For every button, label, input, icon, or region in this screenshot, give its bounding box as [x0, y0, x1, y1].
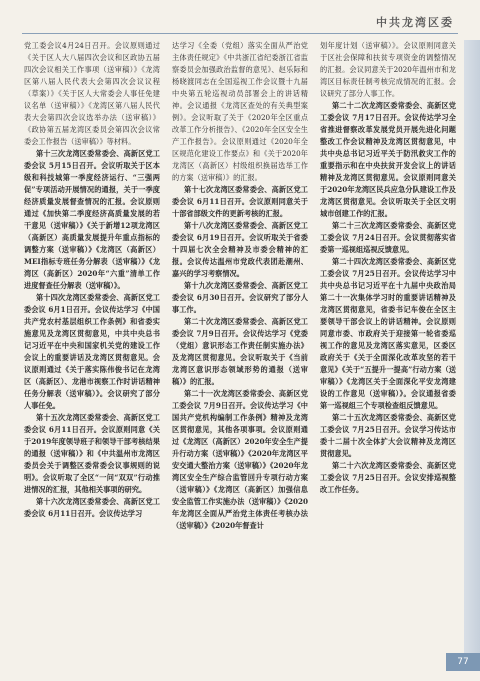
column-3 [320, 40, 456, 660]
meeting-paragraph: 第二十三次龙湾区委常委会、高新区党工委会议 7月24日召开。会议贯彻落实省委第一巡视组巡视反馈意见。 [320, 221, 456, 254]
meeting-paragraph: 第十五次龙湾区委常委会、高新区党工委会议 6月11日召开。会议原则同意《关于2019年度领导班子和领导干部考核结果的通报（送审稿）》和《中共温州市龙湾区委员会关于调整区委常委会议事规则的说明》。会议听取了全区“一问“双双”行动推进情况的汇报，其他相关事项的研究。 [24, 413, 160, 494]
meeting-paragraph: 第十四次龙湾区委常委会、高新区党工委会议 6月1日召开。会议传达学习《中国共产党农村基层组织工作条例》和省委实施意见及龙湾区贯彻意见，中共中央总书记习近平在中央和国家机关党的建设工作会议上的重要讲话及龙湾区贯彻意见。会议原则通过《关于落实陈伟俊书记在龙湾区（高新区）、龙港市视察工作时讲话精神任务分解表（送审稿）》。会议研究了部分人事任免。 [24, 293, 160, 410]
meeting-paragraph: 第二十五次龙湾区委常委会、高新区党工委会议 7月25日召开。会议学习传达市委十二届十次全体扩大会议精神及龙湾区贯彻意见。 [320, 413, 456, 458]
body-paragraph: 划年度计划（送审稿）》。会议原则同意关于区社会保障和扶贫专项资金的调整情况的汇报。会议同意关于2020年温州市和龙湾区目标责任制考核完成情况的汇报。会议研究了部分人事工作。 [320, 41, 456, 98]
meeting-paragraph: 第十六次龙湾区委常委会、高新区党工委会议 6月11日召开。会议传达学习 [24, 497, 160, 518]
meeting-paragraph: 第十八次龙湾区委常委会、高新区党工委会议 6月19日召开。会议听取关于省委十四届七次全会精神及市委会精神的汇报。会议传达温州市党政代表团赴潮州、嘉兴的学习考察情况。 [172, 221, 308, 278]
body-paragraph: 党工委会议4月24日召开。会议原则通过《关于区人大八届四次会议和区政协五届四次会议相关工作事项（送审稿）》《龙湾区第八届人民代表大会第四次会议议程（草案）》《关于区人大常委会人事任免建议名单（送审稿）》《龙湾区第八届人民代表大会第四次会议选举办法（送审稿）》《政协第五届龙湾区委员会第四次会议常委会工作报告（送审稿）》等材料。 [24, 41, 160, 146]
meeting-paragraph: 第二十二次龙湾区委常委会、高新区党工委会议 7月17日召开。会议传达学习全省推进督察改革发展党员开展先进化问题整改工作会议精神及龙湾区贯彻意见，中共中央总书记习近平关于防汛救灾工作的重要指示和在中央扶贫开发会议上的讲话精神及龙湾区贯彻意见。会议原则同意关于2020年龙湾区民兵应急分队建设工作及龙湾区贯彻意见。会议听取关于全区文明城市创建工作的汇报。 [320, 101, 456, 218]
meeting-paragraph: 第二十六次龙湾区委常委会、高新区党工委会议 7月25日召开。会议安排巡视整改工作任务。 [320, 461, 456, 494]
meeting-paragraph: 第二十四次龙湾区委常委会、高新区党工委会议 7月25日召开。会议传达学习中共中央总书记习近平在十九届中央政治局第二十一次集体学习时的重要讲话精神及龙湾区贯彻意见，省委书记车俊在全区主要领导干部会议上的讲话精神。会议原则同意市委、市政府关于迎接第一轮省委巡视工作的意见及龙湾区落实意见，区委区政府关于《关于全面深化改革攻坚的若干意见》《关于“五提升一提高”行动方案（送审稿）》《龙湾区关于全面深化平安龙湾建设的工作意见（送审稿）》。会议通报省委第一巡视组三个专项检查组反馈意见。 [320, 257, 456, 410]
meeting-paragraph: 第二十一次龙湾区委常委会、高新区党工委会议 7月9日召开。会议传达学习《中国共产党机构编制工作条例》精神及龙湾区贯彻意见，其他各项事项。会议原则通过《龙湾区（高新区）2020年安全生产提升行动方案（送审稿）》《2020年龙湾区平安交通大整治方案（送审稿）》《2020年龙湾区安全生产综合监管回升专项行动方案（送审稿）》《龙湾区（高新区）加强信息安全监管工作实施办法（送审稿）》《2020年龙湾区全面从严治党主体责任考核办法（送审稿）》《2020年督查计 [172, 389, 308, 530]
column-1 [24, 40, 160, 660]
decorative-side-strip [464, 40, 480, 660]
page-number: 77 [446, 653, 480, 671]
meeting-paragraph: 第十三次龙湾区委常委会、高新区党工委会议 5月15日召开。会议听取关于区本级和科技城第一季度经济运行、“三强两促”专项活动开展情况的通报，关于一季度经济质量发展督查情况的汇报。会议原则通过《加快第二季度经济高质量发展的若干意见（送审稿）》《关于新增12项龙湾区（高新区）高质量发展提升年重点指标的调整方案（送审稿）》《龙湾区（高新区）MEI指标专班任务分解表（送审稿）》《龙湾区（高新区）2020年“六重”清单工作进度督查任分解表（送审稿）》。 [24, 149, 160, 290]
meeting-paragraph: 第二十次龙湾区委常委会、高新区党工委会议 7月9日召开。会议传达学习《党委（党组）意识形态工作责任制实施办法》及龙湾区贯彻意见。会议听取关于《当前龙湾区意识形态领域形势的通报（送审稿）》的汇报。 [172, 317, 308, 386]
meeting-paragraph: 第十九次龙湾区委常委会、高新区党工委会议 6月30日召开。会议研究了部分人事工作。 [172, 281, 308, 314]
header-rule [22, 33, 458, 34]
meeting-paragraph: 第十七次龙湾区委常委会、高新区党工委会议 6月11日召开。会议原则同意关于十部省部级文件的更新考核的汇报。 [172, 185, 308, 218]
column-2 [172, 40, 308, 660]
text-columns [24, 40, 458, 660]
running-header-title: 中共龙湾区委 [376, 16, 454, 29]
body-paragraph: 达学习《全委（党组）落实全面从严治党主体责任规定》《中共浙江省纪委浙江省监察委员会加强政治监督的意见》、赵乐际和杨晓渡同志在全国巡视工作会议暨十九届中央第五轮巡视动员部署会上的讲话精神。会议通报《龙湾区查处的有关典型案例》。会议听取了关于《2020年全区重点改革工作分析报告》、《2020年全区安全生产工作报告》。会议原则通过《2020年全区规范化建设工作要点》和《关于2020年龙湾区（高新区）村级组织换届选举工作的方案（送审稿）》的汇报。 [172, 41, 308, 182]
